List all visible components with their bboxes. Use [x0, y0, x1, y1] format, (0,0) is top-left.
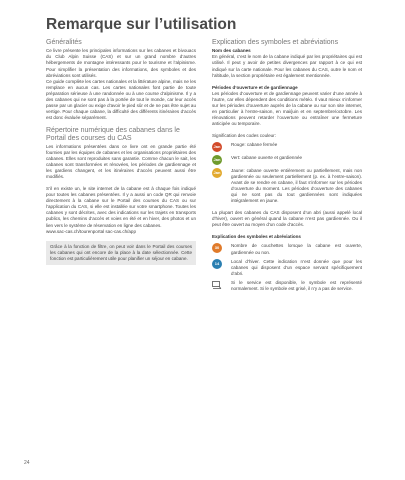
generalites-text-2: Ce guide complète les cartes nationales et la littérature alpine, mais ne les remplace en aucun cas. Les cartes nationales font partie de toute préparation sérieuse à une randonnée ou à une course d’alpinisme. Il y a des cabanes qui ne sont pas à la portée de tout le monde, car leur accès passe par un glacier ou exige d’avoir le pied sûr et de ne pas être sujet au vertige. Pour chaque cabane, la difficulté des différents itinéraires d’accès est donc évaluée séparément. — [46, 78, 196, 120]
symbol-item-service — [212, 280, 362, 292]
symbol-item-beds — [212, 243, 362, 255]
periodes-text: Les périodes d’ouverture et de gardiennage peuvent varier d’une année à l’autre, car elles dépendent des conditions météo. Il vaut mieux s’informer sur les périodes d’ouverture auprès de la cabane ou sur son site internet, en particulier à l’entre-saison, en mai/juin et en septembre/octobre. Les rénovations peuvent retarder l’ouverture ou entraîner une fermeture anticipée ou temporaire. — [212, 90, 362, 126]
code-text-green: Vert: cabane ouverte et gardiennée — [231, 155, 303, 160]
code-item-yellow — [212, 168, 362, 204]
nom-cabanes-text: En général, c’est le nom de la cabane indiqué par les propriétaires qui est utilisé. Il peut y avoir de petites divergences par rapport à ce qui est indiqué sur la carte nationale. Pour les cabanes du CAS, outre le nom et l’altitude, la section propriétaire est également mentionnée. — [212, 54, 362, 78]
red-dot-icon: Jan — [212, 142, 222, 152]
subheading-nom-cabanes: Nom des cabanes — [212, 48, 251, 54]
heading-generalites: Généralités — [46, 39, 82, 46]
symbol-text-service: Si le service est disponible, le symbole est représenté normalement. Si le symbole est grisé, il n’y a pas de service. — [231, 279, 362, 291]
winter-room-text: La plupart des cabanes du CAS disposent d’un abri (aussi appelé local d’hiver), ouvert en général quand la cabane n’est pas gardiennée. Ou il peut être ouvert au moyen d’un code d’accès. — [212, 210, 362, 228]
heading-repertoire: Répertoire numérique des cabanes dans le Portail des courses du CAS — [46, 126, 180, 142]
generalites-text: Ce livre présente les principales informations sur les cabanes et bivouacs du Club Alpin Suisse (CAS) et sur un grand nombre d’autres hébergements de montagne intéressants pour le tourisme et l’alpinisme. Pour simplifier la présentation des informations, des symboles et des abréviations sont utilisés. — [46, 48, 196, 78]
codes-intro: Signification des codes couleur: — [212, 132, 276, 138]
green-dot-icon: Jan — [212, 155, 222, 165]
winter-room-icon: 14 — [212, 259, 222, 269]
subheading-periodes: Périodes d’ouverture et de gardiennage — [212, 84, 298, 90]
code-item-green — [212, 155, 362, 165]
right-column — [212, 39, 362, 295]
symbol-text-winter: Local d’hiver. Cette indication n’est donnée que pour les cabanes qui disposent d’un espace servant spécifiquement d’abri. — [231, 258, 362, 276]
heading-explication: Explication des symboles et abréviations — [212, 39, 339, 46]
code-text-yellow: Jaune: cabane ouverte entièrement ou partiellement, mais non gardiennée ou seulement partiellement (p. ex. à l’entre-saison). Avant de se rendre en cabane, il faut s’informer sur les périodes d’ouverture du moment. Les périodes d’ouverture des cabanes qui ne sont pas du tout gardiennées sont indiquées intégralement en jaune. — [231, 168, 362, 204]
page-number: 24 — [24, 460, 30, 466]
filter-note-text: Grâce à la fonction de filtre, on peut voir dans le Portail des courses les cabanes qui ont encore de la place à la date sélectionnée. Cette fonction est particulièrement utile pour planifier un séjour en cabane. — [50, 243, 192, 261]
filter-note-box — [46, 241, 196, 265]
left-column — [46, 39, 196, 265]
yellow-dot-icon: Jan — [212, 168, 222, 178]
subheading-symboles: Explication des symboles et abréviations — [212, 234, 301, 240]
code-text-red: Rouge: cabane fermée — [231, 142, 278, 147]
symbol-item-winter — [212, 259, 362, 277]
repertoire-text: Les informations présentées dans ce livre ont en grande partie été fournies par les équipes de cabanes et les organisations propriétaires des cabanes. Elles sont reproduites sans garantie. Comme chacun le sait, les cabanes sont transformées et rénovées, les périodes de gardiennage et les gardiens changent, et les itinéraires d’accès peuvent aussi être modifiés. — [46, 143, 196, 180]
page-title: Remarque sur l’utilisation — [46, 16, 237, 33]
symbol-text-beds: Nombre de couchettes lorsque la cabane est ouverte, gardiennée ou non. — [231, 243, 362, 255]
service-icon — [212, 281, 222, 290]
code-item-red — [212, 142, 362, 152]
repertoire-url[interactable]: www.sac-cas.ch/tourenportal sac-cas.ch/app — [46, 228, 136, 234]
repertoire-text-2: S’il en existe un, le site internet de la cabane est à chaque fois indiqué pour toutes les cabanes présentées. Il y a aussi un code QR qui renvoie directement à la cabane sur le Portail des courses du CAS ou sur l’application du CAS, si elle est installée sur votre smartphone. Toutes les cabanes y sont décrites, avec des indications sur les trajets en transports publics, les chemins d’accès et voies en été et en hiver, des photos et un lien vers le système de réservation en ligne des cabanes. — [46, 186, 196, 228]
bed-count-icon: 30 — [212, 243, 222, 253]
